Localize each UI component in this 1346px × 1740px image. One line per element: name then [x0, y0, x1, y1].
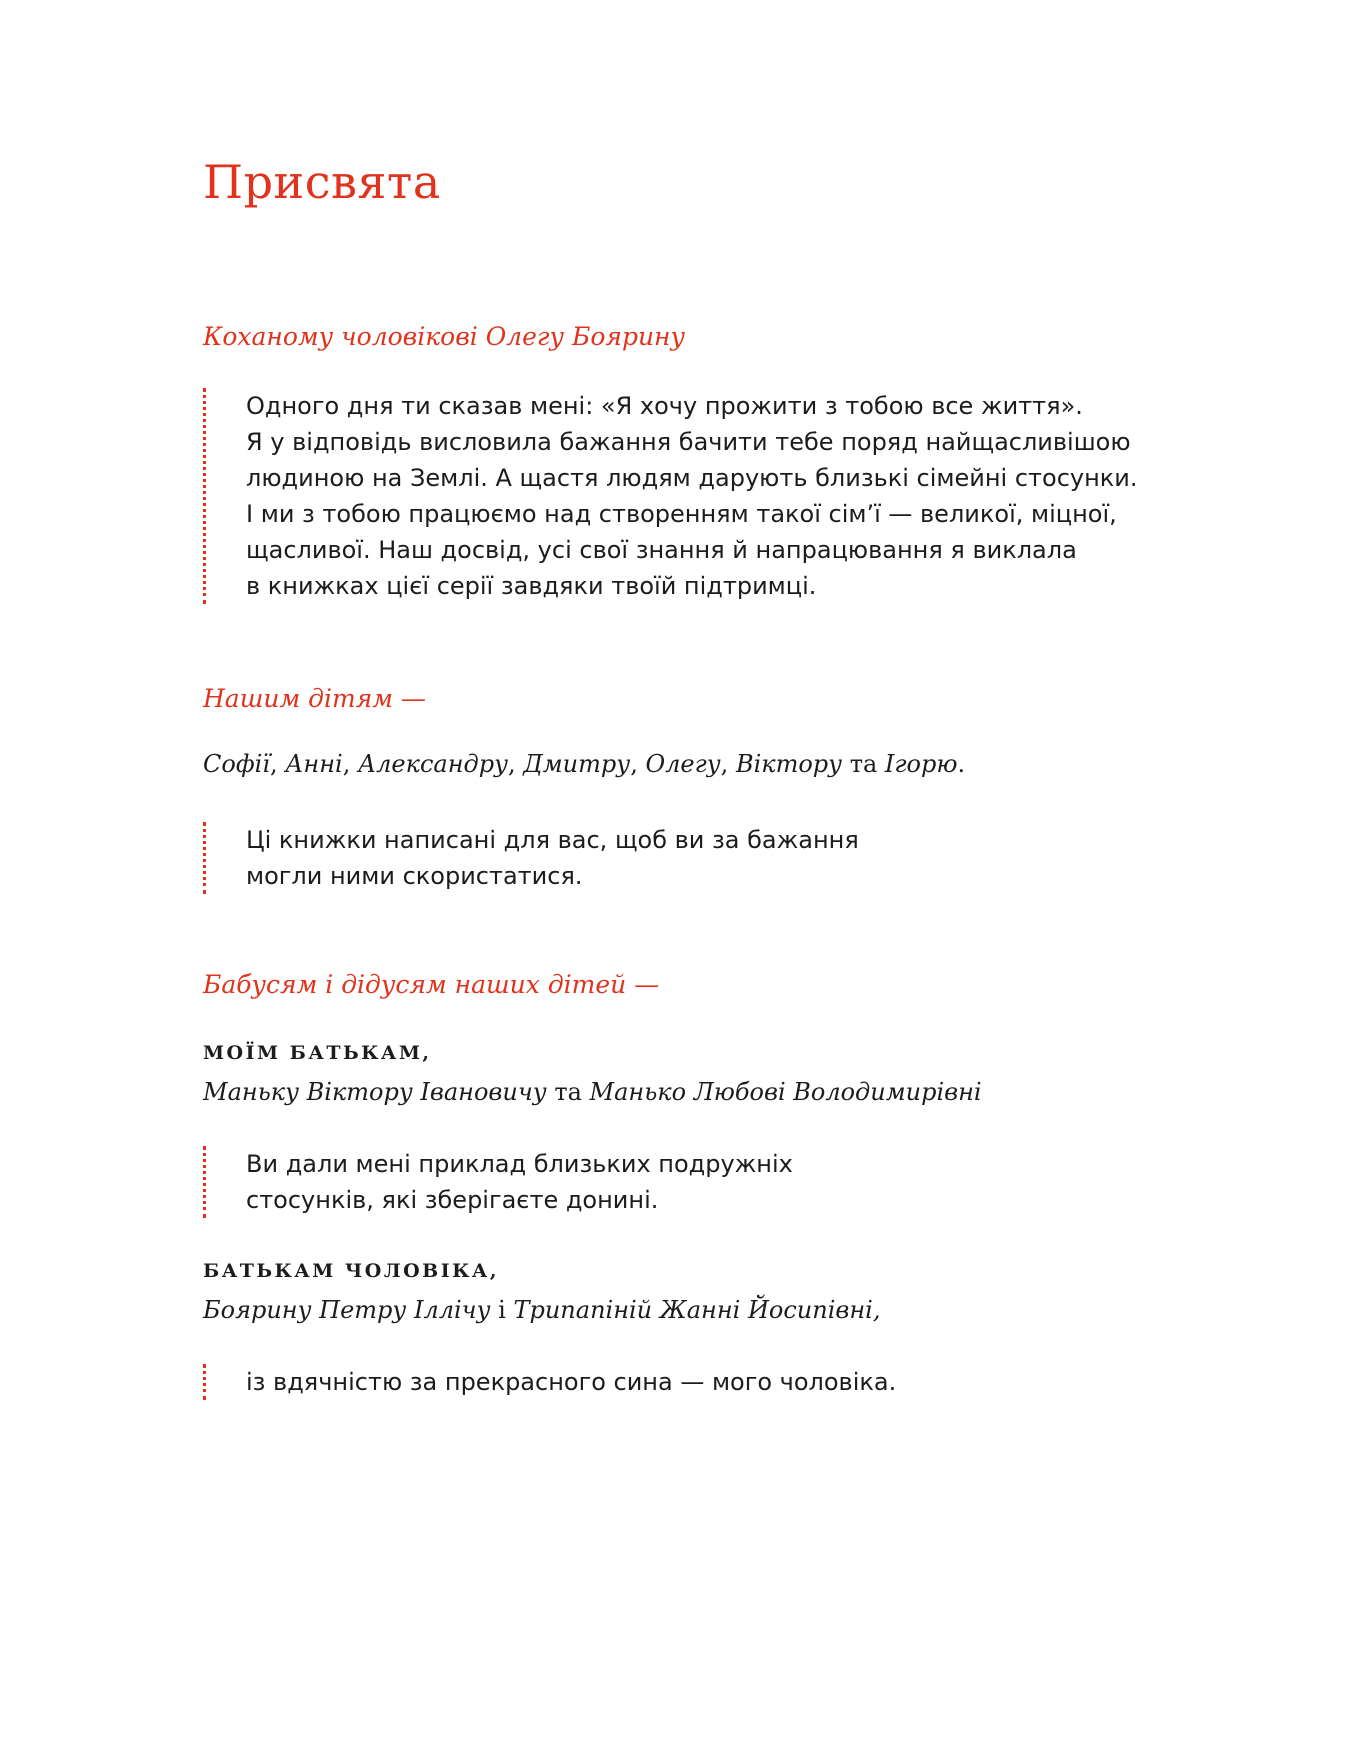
parent-name: Трипапіній Жанні Йосипівні,	[513, 1296, 881, 1324]
quote-line: Ви дали мені приклад близьких подружніх	[246, 1150, 793, 1178]
child-name: Віктору	[735, 750, 843, 778]
quote-line: Ці книжки написані для вас, щоб ви за бажання	[246, 826, 859, 854]
children-quote	[203, 822, 859, 894]
parent-name: Маньку Віктору Івановичу	[203, 1078, 547, 1106]
parent-name: Манько Любові Володимирівні	[589, 1078, 982, 1106]
husband-parents-names: Боярину Петру Іллічу і Трипапіній Жанні Йосипівні,	[203, 1296, 881, 1324]
quote-line: стосунків, які зберігаєте донині.	[246, 1186, 659, 1214]
child-name: Александру	[357, 750, 508, 778]
children-names: Софії, Анні, Александру, Дмитру, Олегу, Віктору та Ігорю.	[203, 750, 966, 778]
quote-line: щасливої. Наш досвід, усі свої знання й напрацювання я виклала	[246, 536, 1077, 564]
husband-parents-quote	[203, 1364, 896, 1400]
children-heading: Нашим дітям —	[203, 684, 426, 713]
child-name: Ігорю	[884, 750, 958, 778]
quote-line: І ми з тобою працюємо над створенням такої сім’ї — великої, міцної,	[246, 500, 1117, 528]
child-name: Дмитру	[523, 750, 631, 778]
quote-line: в книжках цієї серії завдяки твоїй підтримці.	[246, 572, 817, 600]
parent-name: Боярину Петру Іллічу	[203, 1296, 491, 1324]
grandparents-heading: Бабусям і дідусям наших дітей —	[203, 970, 660, 999]
husband-parents-label: БАТЬКАМ ЧОЛОВІКА,	[203, 1260, 500, 1282]
quote-line: із вдячністю за прекрасного сина — мого чоловіка.	[246, 1368, 897, 1396]
quote-line: Одного дня ти сказав мені: «Я хочу прожити з тобою все життя».	[246, 392, 1083, 420]
child-name: Олегу	[645, 750, 721, 778]
my-parents-names: Маньку Віктору Івановичу та Манько Любові Володимирівні	[203, 1078, 982, 1106]
quote-line: могли ними скористатися.	[246, 862, 583, 890]
child-name: Анні	[285, 750, 343, 778]
my-parents-quote	[203, 1146, 793, 1218]
child-name: Софії	[203, 750, 270, 778]
quote-line: Я у відповідь висловила бажання бачити тебе поряд найщасливішою	[246, 428, 1131, 456]
husband-heading: Коханому чоловікові Олегу Боярину	[203, 322, 686, 351]
my-parents-label: МОЇМ БАТЬКАМ,	[203, 1042, 432, 1064]
husband-quote	[203, 388, 1138, 604]
quote-line: людиною на Землі. А щастя людям дарують близькі сімейні стосунки.	[246, 464, 1138, 492]
page-title: Присвята	[203, 155, 441, 209]
